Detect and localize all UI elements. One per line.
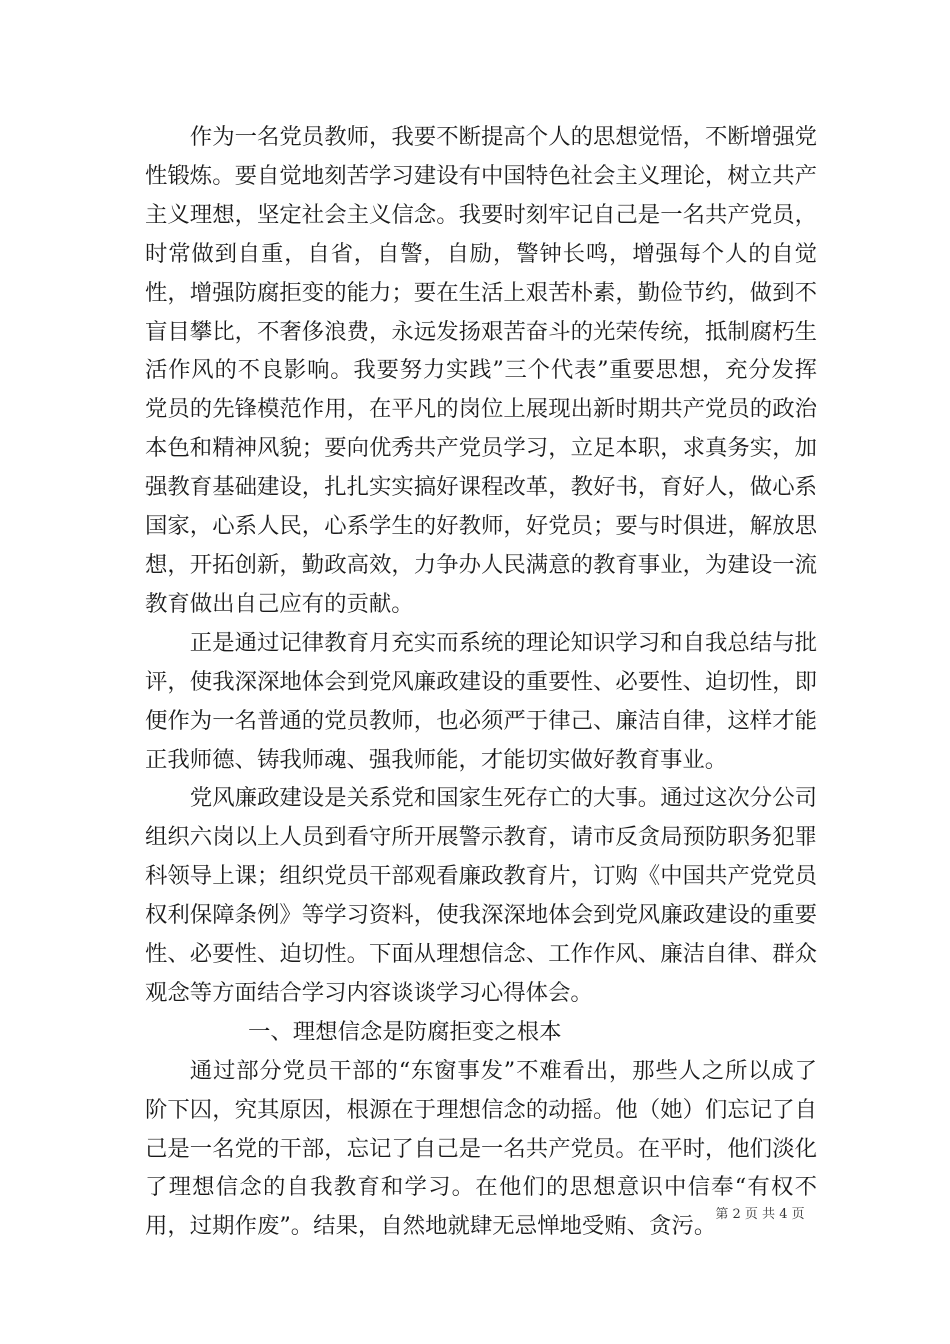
section-heading-ideals: 一、理想信念是防腐拒变之根本: [248, 1018, 562, 1045]
page-number: 第 2 页 共 4 页: [715, 1207, 805, 1222]
page-footer: [0, 1203, 950, 1222]
document-body: [145, 118, 817, 1246]
paragraph-anti-corruption: 党风廉政建设是关系党和国家生死存亡的大事。通过这次分公司组织六岗以上人员到看守所开展警示教育，请市反贪局预防职务犯罪科领导上课；组织党员干部观看廉政教育片，订购《中国共产党党员权利保障条例》等学习资料，使我深深地体会到党风廉政建设的重要性、必要性、迫切性。下面从理想信念、工作作风、廉洁自律、群众观念等方面结合学习内容谈谈学习心得体会。: [145, 785, 817, 1006]
paragraph-party-member-teacher: 作为一名党员教师，我要不断提高个人的思想觉悟，不断增强党性锻炼。要自觉地刻苦学习建设有中国特色社会主义理论，树立共产主义理想，坚定社会主义信念。我要时刻牢记自己是一名共产党员，时常做到自重，自省，自警，自励，警钟长鸣，增强每个人的自觉性，增强防腐拒变的能力；要在生活上艰苦朴素，勤俭节约，做到不盲目攀比，不奢侈浪费，永远发扬艰苦奋斗的光荣传统，抵制腐朽生活作风的不良影响。我要努力实践”三个代表”重要思想，充分发挥党员的先锋模范作用，在平凡的岗位上展现出新时期共产党员的政治本色和精神风貌；要向优秀共产党员学习，立足本职，求真务实，加强教育基础建设，扎扎实实搞好课程改革，教好书，育好人，做心系国家，心系人民，心系学生的好教师，好党员；要与时俱进，解放思想，开拓创新，勤政高效，力争办人民满意的教育事业，为建设一流教育做出自己应有的贡献。: [145, 124, 817, 617]
paragraph-discipline-education: 正是通过记律教育月充实而系统的理论知识学习和自我总结与批评，使我深深地体会到党风廉政建设的重要性、必要性、迫切性，即便作为一名普通的党员教师，也必须严于律己、廉洁自律，这样才能正我师德、铸我师魂、强我师能，才能切实做好教育事业。: [145, 629, 817, 773]
paragraph-ideals-faith: 通过部分党员干部的“东窗事发”不难看出，那些人之所以成了阶下囚，究其原因，根源在于理想信念的动摇。他（她）们忘记了自己是一名党的干部，忘记了自己是一名共产党员。在平时，他们淡化了理想信念的自我教育和学习。在他们的思想意识中信奉“有权不用，过期作废”。结果，自然地就肆无忌惮地受贿、贪污。: [145, 1057, 817, 1240]
